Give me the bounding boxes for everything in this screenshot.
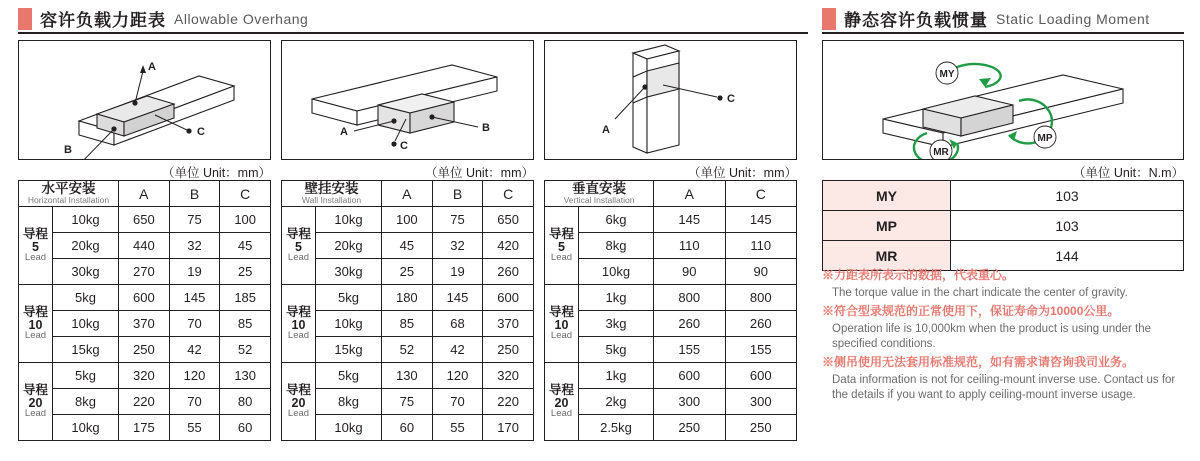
svg-text:MR: MR (933, 147, 949, 158)
value-cell: 170 (483, 415, 534, 441)
table-row (19, 415, 271, 441)
load-cell: 10kg (53, 311, 119, 337)
lead-label-cn: 导程 (285, 304, 311, 319)
table-row (19, 363, 271, 389)
value-cell: 90 (654, 259, 726, 285)
value-cell: 300 (725, 389, 797, 415)
load-cell: 3kg (579, 311, 654, 337)
note-3-cn: ※侧吊使用无法套用标准规范，如有需求请咨询我司业务。 (822, 355, 1135, 370)
lead-label-cn: 导程 (548, 304, 574, 319)
lead-value: 20 (28, 395, 43, 410)
column-header-a: A (654, 181, 726, 207)
moment-key: MY (823, 181, 951, 211)
value-cell: 130 (382, 363, 433, 389)
lead-group-cell (282, 285, 316, 363)
value-cell: 260 (725, 311, 797, 337)
lead-label-cn: 导程 (285, 382, 311, 397)
load-cell: 30kg (316, 259, 382, 285)
table-horizontal-installation (18, 180, 271, 441)
table-static-loading-moment (822, 180, 1184, 271)
column-header-c: C (483, 181, 534, 207)
load-cell: 10kg (316, 207, 382, 233)
table-title-cell (545, 181, 654, 207)
table-title-cell (19, 181, 119, 207)
svg-text:A: A (148, 61, 156, 73)
lead-label-en: Lead (24, 408, 47, 420)
table-row (19, 311, 271, 337)
value-cell: 440 (119, 233, 170, 259)
value-cell: 145 (725, 207, 797, 233)
value-cell: 320 (119, 363, 170, 389)
header-title-cn: 容许负载力距表 (40, 11, 166, 30)
value-cell: 90 (725, 259, 797, 285)
lead-group-cell (545, 363, 579, 441)
table-row (545, 233, 797, 259)
table-row (545, 337, 797, 363)
load-cell: 10kg (579, 259, 654, 285)
lead-value: 10 (28, 317, 43, 332)
table-title-cn: 水平安装 (41, 180, 96, 196)
lead-group-cell (282, 207, 316, 285)
value-cell: 100 (220, 207, 271, 233)
value-cell: 145 (169, 285, 220, 311)
value-cell: 45 (382, 233, 433, 259)
value-cell: 32 (432, 233, 483, 259)
table-header-row (545, 181, 797, 207)
moment-value: 103 (951, 211, 1184, 241)
lead-value: 20 (554, 395, 569, 410)
note-1-cn: ※力距表所表示的数据，代表重心。 (822, 268, 1015, 282)
lead-group-cell (282, 363, 316, 441)
figure-horizontal-installation (18, 40, 271, 160)
column-header-b: B (169, 181, 220, 207)
load-cell: 6kg (579, 207, 654, 233)
accent-bar (822, 8, 836, 30)
table-title-en: Horizontal Installation (27, 195, 110, 206)
table-row (282, 415, 534, 441)
note-2-cn: ※符合型录规范的正常使用下，保证寿命为10000公里。 (822, 304, 1120, 318)
table-row (282, 311, 534, 337)
lead-label-en: Lead (287, 252, 310, 264)
lead-label-en: Lead (287, 408, 310, 420)
value-cell: 75 (382, 389, 433, 415)
value-cell: 220 (119, 389, 170, 415)
value-cell: 175 (119, 415, 170, 441)
value-cell: 85 (382, 311, 433, 337)
note-1-en: The torque value in the chart indicate the center of gravity. (832, 286, 1128, 299)
value-cell: 55 (169, 415, 220, 441)
value-cell: 220 (483, 389, 534, 415)
header-title-cn: 静态容许负载惯量 (844, 11, 988, 30)
value-cell: 130 (220, 363, 271, 389)
value-cell: 370 (119, 311, 170, 337)
header-rule (18, 32, 808, 34)
unit-label-nm: （单位 Unit：N.m） (1072, 166, 1184, 180)
lead-group-cell (19, 285, 53, 363)
load-cell: 30kg (53, 259, 119, 285)
lead-label-cn: 导程 (22, 304, 48, 319)
table-row (823, 241, 1184, 271)
load-cell: 10kg (53, 415, 119, 441)
value-cell: 52 (382, 337, 433, 363)
value-cell: 55 (432, 415, 483, 441)
load-cell: 20kg (316, 233, 382, 259)
value-cell: 25 (382, 259, 433, 285)
table-row (19, 285, 271, 311)
table-header-row (282, 181, 534, 207)
moment-key: MR (823, 241, 951, 271)
lead-value: 10 (554, 317, 569, 332)
svg-text:B: B (482, 122, 490, 134)
table-row (282, 389, 534, 415)
column-header-c: C (725, 181, 797, 207)
load-cell: 2kg (579, 389, 654, 415)
value-cell: 120 (169, 363, 220, 389)
value-cell: 600 (483, 285, 534, 311)
value-cell: 32 (169, 233, 220, 259)
value-cell: 320 (483, 363, 534, 389)
table-title-en: Wall Installation (301, 195, 362, 206)
svg-text:A: A (602, 124, 610, 136)
lead-value: 10 (291, 317, 306, 332)
value-cell: 120 (432, 363, 483, 389)
lead-value: 5 (558, 239, 565, 254)
lead-label-en: Lead (550, 408, 573, 420)
svg-text:B: B (64, 144, 72, 156)
value-cell: 70 (432, 389, 483, 415)
value-cell: 19 (432, 259, 483, 285)
table-row (19, 389, 271, 415)
value-cell: 145 (654, 207, 726, 233)
value-cell: 75 (169, 207, 220, 233)
load-cell: 20kg (53, 233, 119, 259)
section-header-allowable-overhang (18, 6, 808, 31)
value-cell: 600 (654, 363, 726, 389)
value-cell: 250 (119, 337, 170, 363)
value-cell: 110 (725, 233, 797, 259)
value-cell: 155 (654, 337, 726, 363)
load-cell: 10kg (53, 207, 119, 233)
table-row (545, 285, 797, 311)
table-title-en: Vertical Installation (563, 195, 635, 206)
column-header-a: A (382, 181, 433, 207)
table-row (545, 389, 797, 415)
lead-label-cn: 导程 (548, 226, 574, 241)
load-cell: 1kg (579, 285, 654, 311)
unit-label-mm-1: （单位 Unit：mm） (161, 166, 271, 180)
table-row (282, 337, 534, 363)
lead-value: 20 (291, 395, 306, 410)
load-cell: 5kg (316, 285, 382, 311)
value-cell: 110 (654, 233, 726, 259)
value-cell: 80 (220, 389, 271, 415)
lead-label-en: Lead (550, 252, 573, 264)
load-cell: 15kg (316, 337, 382, 363)
load-cell: 10kg (316, 415, 382, 441)
lead-label-cn: 导程 (22, 382, 48, 397)
table-row (545, 207, 797, 233)
value-cell: 60 (382, 415, 433, 441)
figure-static-loading-moment (822, 40, 1184, 160)
table-row (282, 207, 534, 233)
lead-label-en: Lead (287, 330, 310, 342)
value-cell: 75 (432, 207, 483, 233)
note-2-en: Operation life is 10,000km when the product is using under the specified conditions. (832, 322, 1151, 350)
table-wall-installation (281, 180, 534, 441)
moment-value: 103 (951, 181, 1184, 211)
figure-wall-installation (281, 40, 534, 160)
figure-vertical-installation (544, 40, 797, 160)
value-cell: 42 (169, 337, 220, 363)
value-cell: 70 (169, 389, 220, 415)
column-header-b: B (432, 181, 483, 207)
svg-text:A: A (340, 126, 348, 138)
value-cell: 300 (654, 389, 726, 415)
notes-block (822, 268, 1187, 405)
value-cell: 260 (483, 259, 534, 285)
value-cell: 800 (654, 285, 726, 311)
value-cell: 250 (483, 337, 534, 363)
accent-bar (18, 8, 32, 30)
svg-text:C: C (400, 140, 408, 152)
value-cell: 70 (169, 311, 220, 337)
value-cell: 650 (119, 207, 170, 233)
value-cell: 370 (483, 311, 534, 337)
svg-text:C: C (197, 126, 205, 138)
load-cell: 8kg (53, 389, 119, 415)
svg-text:MY: MY (939, 69, 955, 80)
value-cell: 800 (725, 285, 797, 311)
load-cell: 10kg (316, 311, 382, 337)
value-cell: 85 (220, 311, 271, 337)
table-title-cn: 壁挂安装 (304, 180, 359, 196)
lead-value: 5 (32, 239, 39, 254)
load-cell: 5kg (316, 363, 382, 389)
value-cell: 52 (220, 337, 271, 363)
value-cell: 250 (725, 415, 797, 441)
table-row (545, 415, 797, 441)
lead-group-cell (545, 285, 579, 363)
value-cell: 260 (654, 311, 726, 337)
header-title-en: Allowable Overhang (174, 10, 309, 27)
lead-label-en: Lead (24, 252, 47, 264)
lead-group-cell (19, 207, 53, 285)
table-header-row (19, 181, 271, 207)
value-cell: 45 (220, 233, 271, 259)
unit-label-mm-3: （单位 Unit：mm） (687, 166, 797, 180)
lead-label-cn: 导程 (22, 226, 48, 241)
table-row (282, 285, 534, 311)
value-cell: 600 (725, 363, 797, 389)
value-cell: 25 (220, 259, 271, 285)
value-cell: 42 (432, 337, 483, 363)
value-cell: 600 (119, 285, 170, 311)
table-title-cn: 垂直安装 (572, 180, 626, 196)
column-header-a: A (119, 181, 170, 207)
table-row (19, 233, 271, 259)
header-rule (822, 32, 1184, 34)
svg-text:C: C (727, 93, 735, 105)
value-cell: 650 (483, 207, 534, 233)
lead-label-en: Lead (24, 330, 47, 342)
table-title-cell (282, 181, 382, 207)
load-cell: 5kg (53, 363, 119, 389)
moment-value: 144 (951, 241, 1184, 271)
section-header-static-loading-moment (822, 6, 1184, 31)
load-cell: 5kg (53, 285, 119, 311)
table-row (282, 259, 534, 285)
note-3-en: Data information is not for ceiling-mount inverse use. Contact us for the details if you want to apply ceiling-mount inverse usage. (832, 374, 1176, 402)
table-row (545, 311, 797, 337)
value-cell: 19 (169, 259, 220, 285)
header-title-en: Static Loading Moment (996, 10, 1150, 27)
value-cell: 420 (483, 233, 534, 259)
load-cell: 15kg (53, 337, 119, 363)
value-cell: 180 (382, 285, 433, 311)
table-row (823, 181, 1184, 211)
value-cell: 100 (382, 207, 433, 233)
unit-label-mm-2: （单位 Unit：mm） (424, 166, 534, 180)
column-header-c: C (220, 181, 271, 207)
svg-text:MP: MP (1037, 133, 1053, 144)
moment-key: MP (823, 211, 951, 241)
lead-label-en: Lead (550, 330, 573, 342)
table-row (19, 207, 271, 233)
value-cell: 250 (654, 415, 726, 441)
load-cell: 8kg (579, 233, 654, 259)
lead-group-cell (19, 363, 53, 441)
table-row (823, 211, 1184, 241)
value-cell: 270 (119, 259, 170, 285)
load-cell: 2.5kg (579, 415, 654, 441)
value-cell: 145 (432, 285, 483, 311)
load-cell: 8kg (316, 389, 382, 415)
lead-group-cell (545, 207, 579, 285)
lead-value: 5 (295, 239, 302, 254)
load-cell: 5kg (579, 337, 654, 363)
table-row (282, 363, 534, 389)
lead-label-cn: 导程 (548, 382, 574, 397)
value-cell: 60 (220, 415, 271, 441)
lead-label-cn: 导程 (285, 226, 311, 241)
table-row (545, 363, 797, 389)
value-cell: 185 (220, 285, 271, 311)
value-cell: 68 (432, 311, 483, 337)
load-cell: 1kg (579, 363, 654, 389)
table-vertical-installation (544, 180, 797, 441)
table-row (19, 337, 271, 363)
table-row (282, 233, 534, 259)
table-row (545, 259, 797, 285)
table-row (19, 259, 271, 285)
value-cell: 155 (725, 337, 797, 363)
